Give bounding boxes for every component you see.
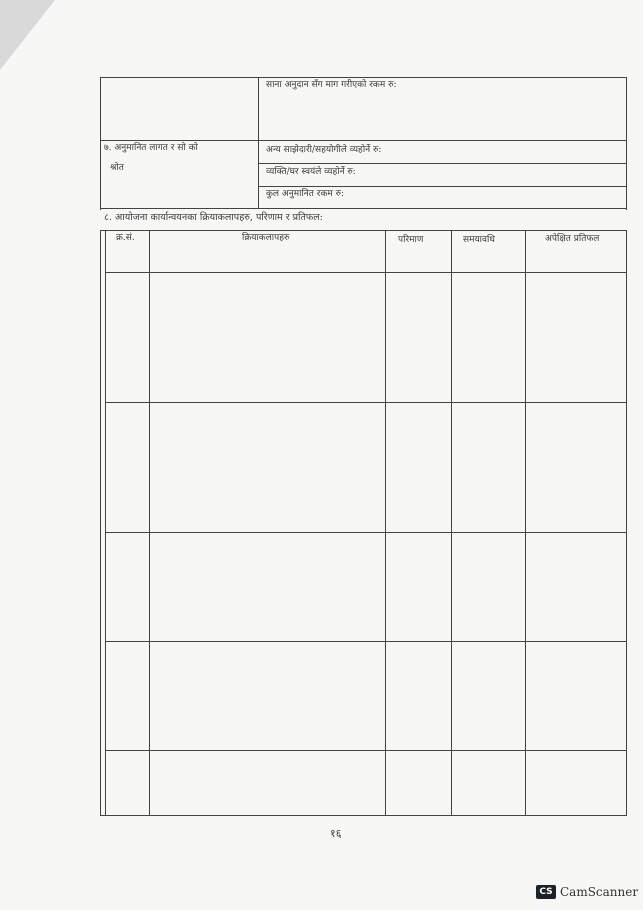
upper-table-row-divider-3	[258, 186, 626, 187]
upper-table-left-border	[100, 77, 101, 210]
page-number: १६	[330, 827, 342, 840]
activity-table-right-border	[626, 230, 627, 816]
activity-table-row-divider-3	[105, 641, 626, 642]
camscanner-logo-icon: CS	[536, 885, 556, 899]
partner-contribution-label: अन्य साझेदारी/सहयोगीले व्यहोर्ने रु:	[266, 145, 382, 155]
activity-table-col-divider-1	[149, 230, 150, 816]
activity-table-top-border	[100, 230, 626, 231]
upper-table-mid-divider	[258, 77, 259, 208]
activity-table-col-divider-4	[525, 230, 526, 816]
total-estimated-amount-label: कुल अनुमानित रकम रु:	[266, 189, 345, 199]
section-7-label-line1: ७. अनुमानित लागत र सो को	[104, 143, 198, 153]
upper-table-row-divider-2	[258, 163, 626, 164]
column-header-quantity: परिमाण	[398, 235, 424, 245]
activity-table-col-divider-2	[385, 230, 386, 816]
small-grant-amount-label: साना अनुदान सँग माग गरीएको रकम रु:	[266, 80, 397, 90]
camscanner-watermark-text: CamScanner	[560, 885, 639, 899]
section-7-label-line2: श्रोत	[110, 163, 124, 173]
upper-table-row-divider-1	[100, 140, 626, 141]
upper-table-right-border	[626, 77, 627, 210]
section-8-title: ८. आयोजना कार्यान्वयनका क्रियाकलापहरु, परिणाम र प्रतिफल:	[104, 212, 323, 223]
column-header-activities: क्रियाकलापहरु	[242, 233, 290, 243]
upper-table-top-border	[100, 77, 626, 78]
activity-table-left-inner-border	[105, 230, 106, 816]
activity-table-bottom-border	[100, 815, 626, 816]
activity-table-row-divider-2	[105, 532, 626, 533]
column-header-duration: समयावधि	[463, 235, 495, 245]
column-header-expected-output: अपेक्षित प्रतिफल	[545, 234, 600, 244]
folded-corner	[0, 0, 55, 70]
activity-table-header-divider	[105, 272, 626, 273]
self-contribution-label: व्यक्ति/घर स्वयंले व्यहोर्ने रु:	[266, 167, 356, 177]
activity-table-left-border	[100, 230, 101, 816]
upper-table-bottom-border	[100, 208, 626, 209]
column-header-serial-no: क्र.सं.	[116, 233, 135, 243]
activity-table-row-divider-4	[105, 750, 626, 751]
activity-table-row-divider-1	[105, 402, 626, 403]
activity-table-col-divider-3	[451, 230, 452, 816]
